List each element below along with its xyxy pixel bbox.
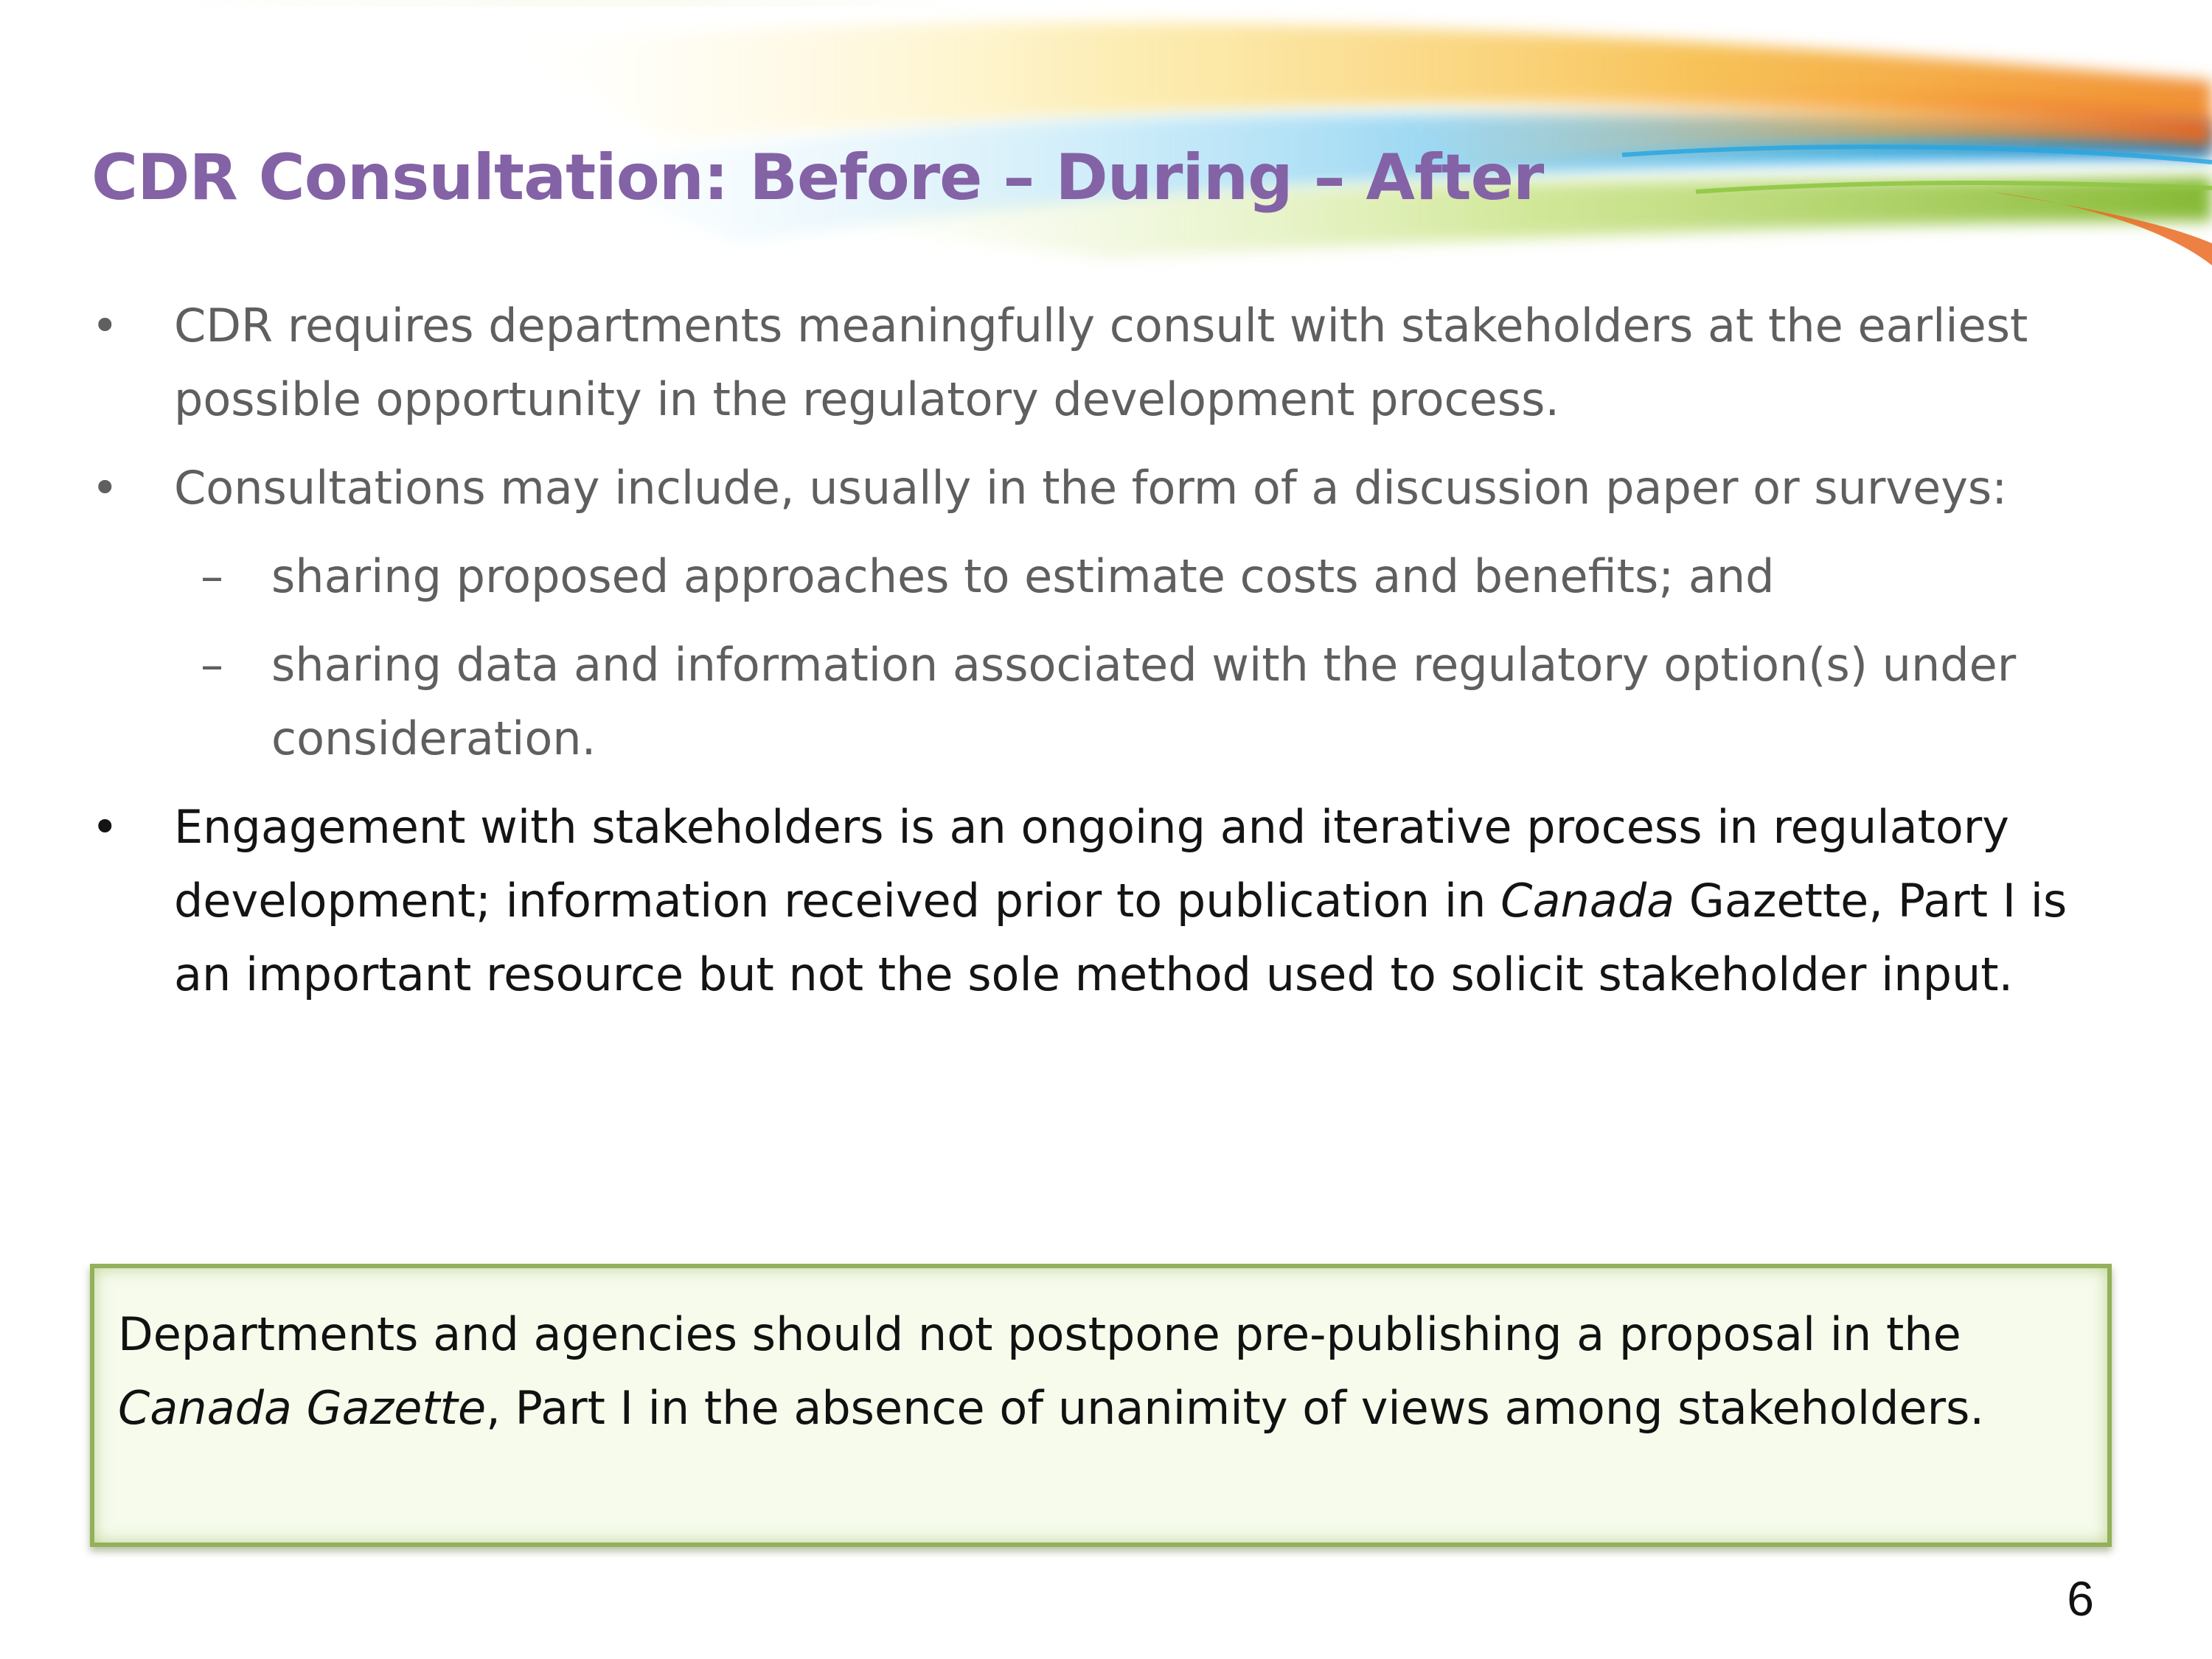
slide-title: CDR Consultation: Before – During – After: [91, 141, 1544, 215]
callout-box: [90, 1264, 2112, 1547]
bullet-text-part: Gazette, Part I is an important resource but not the sole method used to solicit stakeholder input.: [174, 874, 2067, 1001]
callout-text-part: , Part I in the absence of unanimity of views among stakeholders.: [486, 1381, 1985, 1435]
sub-bullet-item: [91, 540, 2126, 613]
sub-bullet-marker: –: [201, 549, 223, 603]
sub-bullet-item: [91, 628, 2126, 776]
sub-bullet-text: sharing proposed approaches to estimate costs and benefits; and: [271, 549, 1775, 603]
bullet-text: [174, 800, 2067, 1001]
bullet-item: [91, 289, 2126, 437]
sub-bullet-text: sharing data and information associated with the regulatory option(s) under consideration.: [271, 638, 2017, 765]
bullet-text-part: Engagement with stakeholders is an ongoing and iterative process in regulatory development; information received prior to publication in: [174, 800, 2009, 928]
bullet-list: [91, 289, 2126, 1026]
bullet-text: Consultations may include, usually in the form of a discussion paper or surveys:: [174, 461, 2008, 515]
bullet-text: CDR requires departments meaningfully consult with stakeholders at the earliest possible opportunity in the regulatory development process.: [174, 299, 2028, 426]
bullet-marker: •: [91, 299, 119, 352]
callout-text-part: Departments and agencies should not postpone pre-publishing a proposal in the: [118, 1307, 1961, 1361]
bullet-item: [91, 451, 2126, 525]
bullet-marker: •: [91, 800, 119, 854]
callout-text-italic: Canada Gazette: [118, 1381, 487, 1435]
sub-bullet-marker: –: [201, 638, 223, 692]
bullet-text-italic: Canada: [1500, 874, 1675, 928]
page-number: 6: [2067, 1571, 2094, 1626]
bullet-item: [91, 790, 2126, 1012]
bullet-marker: •: [91, 461, 119, 515]
callout-text: [118, 1298, 2094, 1445]
